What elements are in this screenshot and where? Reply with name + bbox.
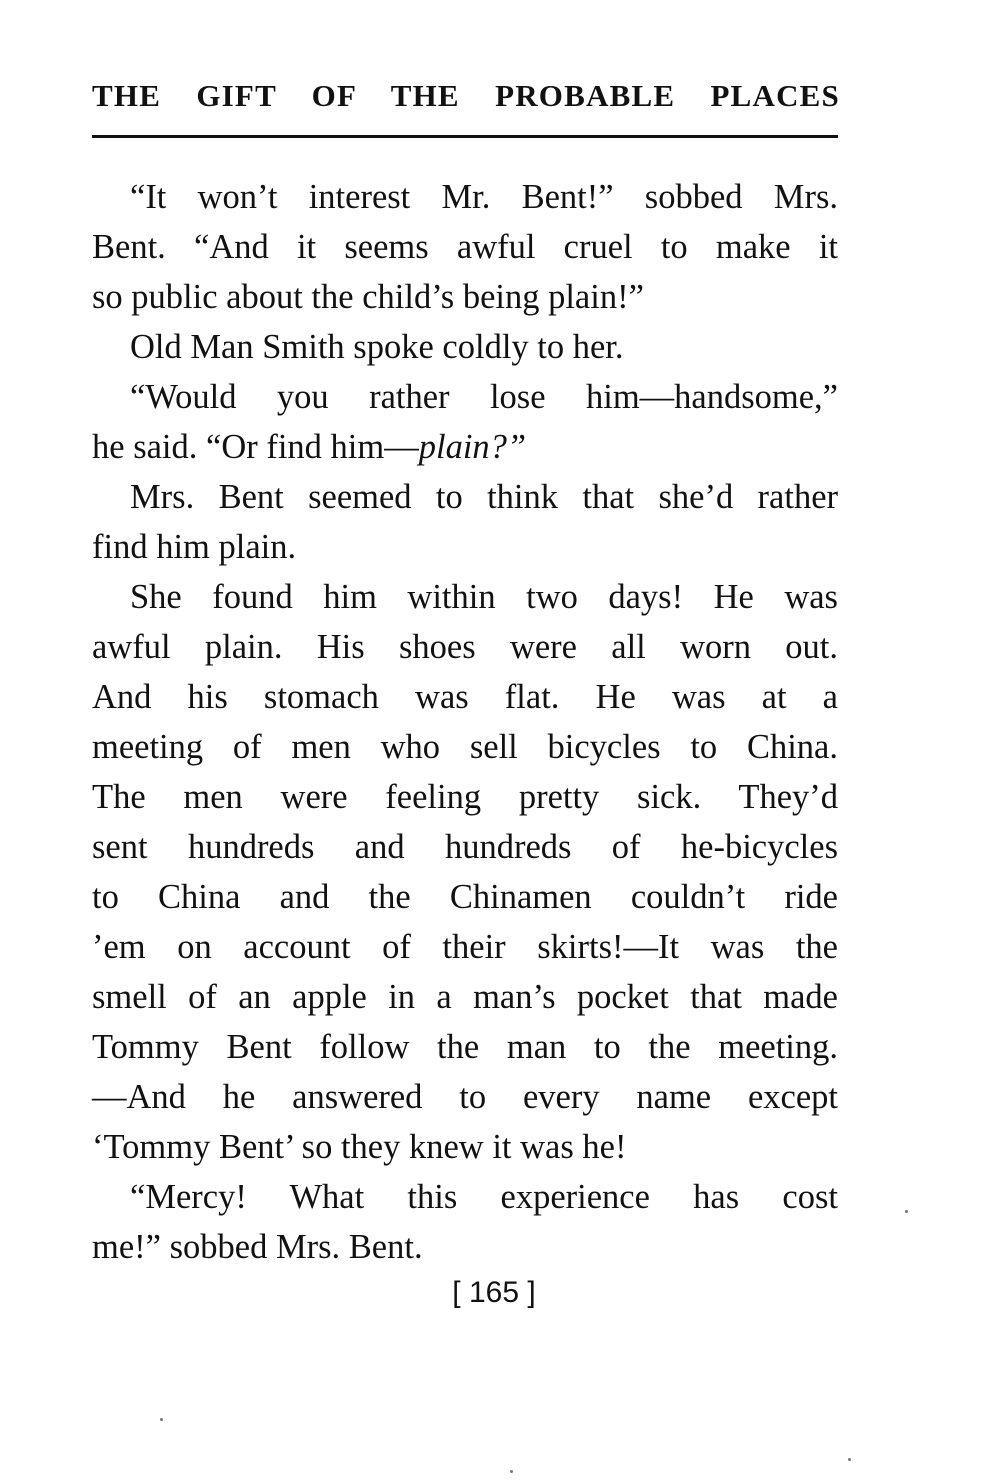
text-line: Tommy Bent follow the man to the meeting. [92, 1028, 838, 1066]
text-line: And his stomach was flat. He was at a [92, 678, 838, 716]
running-head: THE GIFT OF THE PROBABLE PLACES [92, 78, 840, 113]
text-line: find him plain. [92, 528, 297, 566]
text-line [92, 422, 838, 472]
text-line: Mrs. Bent seemed to think that she’d rather [130, 478, 838, 516]
text-line: Old Man Smith spoke coldly to her. [130, 328, 624, 366]
text-line: “Mercy! What this experience has cost [130, 1178, 838, 1216]
text-line: The men were feeling pretty sick. They’d [92, 778, 838, 816]
paper-speck [510, 1470, 513, 1473]
paper-speck [848, 1458, 851, 1461]
text-line: awful plain. His shoes were all worn out. [92, 628, 838, 666]
text-line: smell of an apple in a man’s pocket that made [92, 978, 838, 1016]
text-line: meeting of men who sell bicycles to China. [92, 728, 838, 766]
text-line-italic: plain?” [418, 428, 527, 466]
text-line: She found him within two days! He was [130, 578, 838, 616]
text-line: so public about the child’s being plain!” [92, 278, 644, 316]
header-rule [92, 135, 838, 138]
paper-speck [160, 1418, 163, 1421]
text-line: ‘Tommy Bent’ so they knew it was he! [92, 1128, 627, 1166]
text-line: me!” sobbed Mrs. Bent. [92, 1228, 423, 1266]
text-line: ’em on account of their skirts!—It was the [92, 928, 838, 966]
text-line: sent hundreds and hundreds of he-bicycles [92, 828, 838, 866]
text-line-roman: he said. “Or find him— [92, 428, 419, 466]
text-line: “Would you rather lose him—handsome,” [130, 378, 838, 416]
body-text [92, 172, 838, 1272]
text-line: Bent. “And it seems awful cruel to make it [92, 228, 838, 266]
paper-speck [905, 1210, 908, 1213]
page-number: [ 165 ] [452, 1276, 536, 1309]
text-line: —And he answered to every name except [92, 1078, 838, 1116]
text-line: to China and the Chinamen couldn’t ride [92, 878, 838, 916]
text-line: “It won’t interest Mr. Bent!” sobbed Mrs. [130, 178, 838, 216]
